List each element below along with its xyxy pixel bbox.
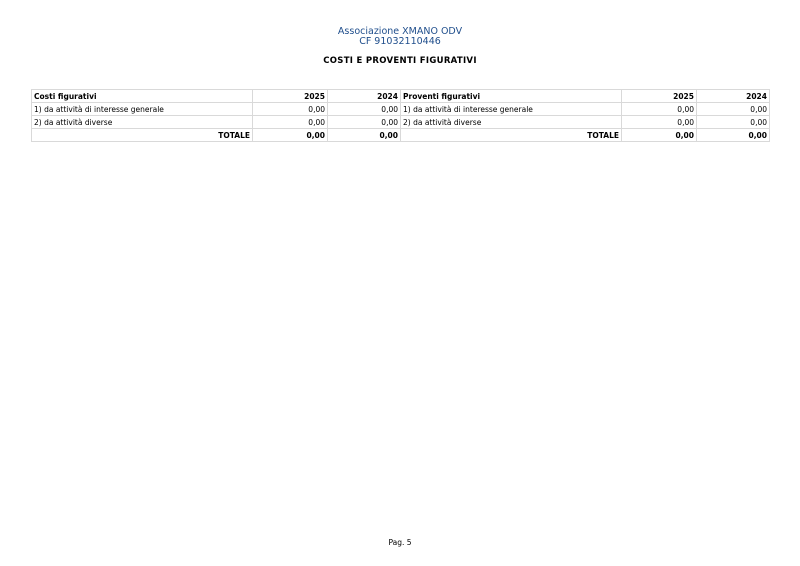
header-costi-figurativi: Costi figurativi bbox=[32, 90, 253, 103]
row-costi-2025: 0,00 bbox=[253, 116, 328, 129]
total-costi-label: TOTALE bbox=[32, 129, 253, 142]
page-number: Pag. 5 bbox=[388, 538, 412, 547]
total-row bbox=[32, 129, 770, 142]
row-proventi-2024: 0,00 bbox=[697, 116, 770, 129]
header-proventi-year-current: 2025 bbox=[622, 90, 697, 103]
header-costi-year-previous: 2024 bbox=[328, 90, 401, 103]
row-proventi-2024: 0,00 bbox=[697, 103, 770, 116]
row-costi-2025: 0,00 bbox=[253, 103, 328, 116]
total-costi-2025: 0,00 bbox=[253, 129, 328, 142]
row-costi-2024: 0,00 bbox=[328, 103, 401, 116]
table-header-row bbox=[32, 90, 770, 103]
total-proventi-2024: 0,00 bbox=[697, 129, 770, 142]
row-costi-label: 1) da attività di interesse generale bbox=[32, 103, 253, 116]
table-row bbox=[32, 116, 770, 129]
figurative-costs-revenues-table bbox=[31, 89, 770, 142]
table-row bbox=[32, 103, 770, 116]
total-proventi-2025: 0,00 bbox=[622, 129, 697, 142]
organization-tax-code: CF 91032110446 bbox=[359, 36, 441, 47]
header-proventi-figurativi: Proventi figurativi bbox=[401, 90, 622, 103]
row-costi-2024: 0,00 bbox=[328, 116, 401, 129]
header-proventi-year-previous: 2024 bbox=[697, 90, 770, 103]
header-costi-year-current: 2025 bbox=[253, 90, 328, 103]
row-proventi-2025: 0,00 bbox=[622, 116, 697, 129]
total-proventi-label: TOTALE bbox=[401, 129, 622, 142]
row-proventi-label: 1) da attività di interesse generale bbox=[401, 103, 622, 116]
organization-name: Associazione XMANO ODV bbox=[337, 26, 463, 37]
row-proventi-label: 2) da attività diverse bbox=[401, 116, 622, 129]
row-proventi-2025: 0,00 bbox=[622, 103, 697, 116]
page-title: COSTI E PROVENTI FIGURATIVI bbox=[323, 56, 477, 66]
row-costi-label: 2) da attività diverse bbox=[32, 116, 253, 129]
total-costi-2024: 0,00 bbox=[328, 129, 401, 142]
